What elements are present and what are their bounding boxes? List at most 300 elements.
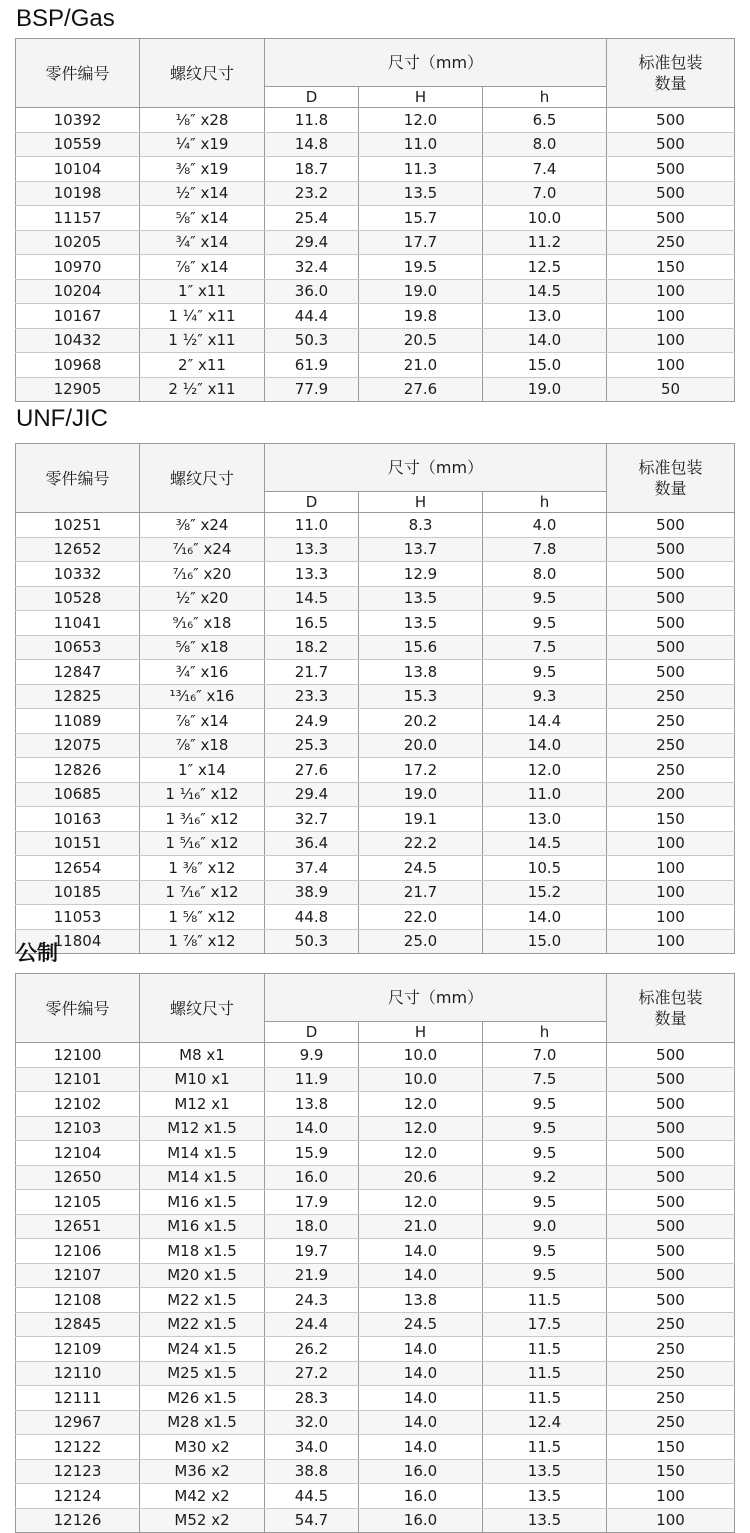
cell-d: 27.6 xyxy=(265,758,359,783)
cell-thread-size: M52 x2 xyxy=(140,1508,265,1533)
cell-thread-size: M12 x1.5 xyxy=(140,1116,265,1141)
cell-thread-size: M22 x1.5 xyxy=(140,1288,265,1313)
cell-h-lower: 7.0 xyxy=(483,1043,607,1068)
cell-thread-size: 2 ½″ x11 xyxy=(140,377,265,402)
cell-thread-size: ⅜″ x19 xyxy=(140,157,265,182)
cell-h-upper: 15.7 xyxy=(359,206,483,231)
cell-h-upper: 13.5 xyxy=(359,181,483,206)
cell-qty: 150 xyxy=(607,1459,735,1484)
cell-thread-size: 1 ³⁄₁₆″ x12 xyxy=(140,807,265,832)
cell-d: 17.9 xyxy=(265,1190,359,1215)
table-row xyxy=(16,733,735,758)
table-row xyxy=(16,635,735,660)
cell-thread-size: 1 ¼″ x11 xyxy=(140,304,265,329)
cell-thread-size: ¾″ x14 xyxy=(140,230,265,255)
cell-qty: 500 xyxy=(607,611,735,636)
header-thread-size: 螺纹尺寸 xyxy=(140,444,265,513)
table-row xyxy=(16,611,735,636)
cell-thread-size: ¼″ x19 xyxy=(140,132,265,157)
cell-qty: 500 xyxy=(607,1288,735,1313)
cell-thread-size: M8 x1 xyxy=(140,1043,265,1068)
cell-part-no: 10392 xyxy=(16,108,140,133)
table-row xyxy=(16,206,735,231)
table-row xyxy=(16,782,735,807)
cell-qty: 250 xyxy=(607,1337,735,1362)
cell-thread-size: M25 x1.5 xyxy=(140,1361,265,1386)
cell-d: 13.8 xyxy=(265,1092,359,1117)
cell-thread-size: ½″ x14 xyxy=(140,181,265,206)
header-thread-size: 螺纹尺寸 xyxy=(140,974,265,1043)
cell-h-lower: 9.5 xyxy=(483,1141,607,1166)
cell-h-upper: 15.6 xyxy=(359,635,483,660)
cell-qty: 500 xyxy=(607,1239,735,1264)
cell-qty: 150 xyxy=(607,255,735,280)
cell-h-upper: 14.0 xyxy=(359,1239,483,1264)
table-row xyxy=(16,1190,735,1215)
cell-h-lower: 12.5 xyxy=(483,255,607,280)
cell-h-upper: 19.5 xyxy=(359,255,483,280)
cell-d: 14.5 xyxy=(265,586,359,611)
cell-h-lower: 15.0 xyxy=(483,929,607,954)
cell-d: 38.8 xyxy=(265,1459,359,1484)
cell-qty: 500 xyxy=(607,157,735,182)
cell-h-upper: 24.5 xyxy=(359,1312,483,1337)
cell-thread-size: ⅞″ x18 xyxy=(140,733,265,758)
table-row xyxy=(16,230,735,255)
cell-h-lower: 9.5 xyxy=(483,1116,607,1141)
cell-h-upper: 13.8 xyxy=(359,1288,483,1313)
cell-d: 24.4 xyxy=(265,1312,359,1337)
cell-thread-size: M28 x1.5 xyxy=(140,1410,265,1435)
table-row xyxy=(16,709,735,734)
cell-h-upper: 16.0 xyxy=(359,1508,483,1533)
cell-part-no: 12652 xyxy=(16,537,140,562)
cell-h-upper: 19.0 xyxy=(359,279,483,304)
cell-h-upper: 22.2 xyxy=(359,831,483,856)
table-row xyxy=(16,1067,735,1092)
table-row xyxy=(16,181,735,206)
cell-h-lower: 7.5 xyxy=(483,635,607,660)
header-dimension: 尺寸（mm） xyxy=(265,974,607,1022)
cell-h-lower: 10.0 xyxy=(483,206,607,231)
header-dimension: 尺寸（mm） xyxy=(265,444,607,492)
cell-d: 21.7 xyxy=(265,660,359,685)
cell-d: 11.0 xyxy=(265,513,359,538)
cell-thread-size: M24 x1.5 xyxy=(140,1337,265,1362)
cell-h-lower: 11.2 xyxy=(483,230,607,255)
cell-h-upper: 14.0 xyxy=(359,1361,483,1386)
cell-h-lower: 7.5 xyxy=(483,1067,607,1092)
cell-qty: 250 xyxy=(607,733,735,758)
cell-part-no: 11804 xyxy=(16,929,140,954)
cell-d: 11.9 xyxy=(265,1067,359,1092)
table-row xyxy=(16,108,735,133)
cell-qty: 500 xyxy=(607,562,735,587)
header-h-lower: h xyxy=(483,492,607,513)
header-std-pack-line1: 标准包装 xyxy=(638,458,703,477)
cell-qty: 500 xyxy=(607,660,735,685)
cell-thread-size: 1″ x14 xyxy=(140,758,265,783)
cell-d: 18.7 xyxy=(265,157,359,182)
cell-h-upper: 8.3 xyxy=(359,513,483,538)
cell-d: 14.8 xyxy=(265,132,359,157)
cell-thread-size: M16 x1.5 xyxy=(140,1214,265,1239)
table-row xyxy=(16,880,735,905)
cell-qty: 50 xyxy=(607,377,735,402)
cell-d: 9.9 xyxy=(265,1043,359,1068)
cell-h-lower: 7.0 xyxy=(483,181,607,206)
cell-h-upper: 13.8 xyxy=(359,660,483,685)
table-row xyxy=(16,684,735,709)
cell-h-upper: 12.0 xyxy=(359,108,483,133)
cell-qty: 150 xyxy=(607,1435,735,1460)
table-row xyxy=(16,1043,735,1068)
cell-h-upper: 19.0 xyxy=(359,782,483,807)
cell-thread-size: 1 ⅞″ x12 xyxy=(140,929,265,954)
cell-thread-size: M22 x1.5 xyxy=(140,1312,265,1337)
cell-thread-size: ⅛″ x28 xyxy=(140,108,265,133)
section-title: BSP/Gas xyxy=(16,5,115,32)
header-std-pack-line1: 标准包装 xyxy=(638,53,703,72)
cell-h-lower: 15.2 xyxy=(483,880,607,905)
header-dimension: 尺寸（mm） xyxy=(265,39,607,87)
table-row xyxy=(16,1435,735,1460)
cell-part-no: 12075 xyxy=(16,733,140,758)
cell-part-no: 12905 xyxy=(16,377,140,402)
header-std-pack-line2: 数量 xyxy=(654,479,687,498)
cell-part-no: 10167 xyxy=(16,304,140,329)
cell-h-upper: 14.0 xyxy=(359,1337,483,1362)
cell-d: 23.2 xyxy=(265,181,359,206)
cell-thread-size: 1 ¹⁄₁₆″ x12 xyxy=(140,782,265,807)
table-row xyxy=(16,132,735,157)
cell-thread-size: M42 x2 xyxy=(140,1484,265,1509)
table-row xyxy=(16,1508,735,1533)
cell-qty: 100 xyxy=(607,1508,735,1533)
cell-h-lower: 13.5 xyxy=(483,1508,607,1533)
cell-h-lower: 14.0 xyxy=(483,328,607,353)
table-body xyxy=(16,108,735,402)
cell-d: 44.4 xyxy=(265,304,359,329)
cell-d: 24.3 xyxy=(265,1288,359,1313)
cell-part-no: 10432 xyxy=(16,328,140,353)
cell-h-lower: 6.5 xyxy=(483,108,607,133)
cell-d: 13.3 xyxy=(265,537,359,562)
table-row xyxy=(16,513,735,538)
cell-h-lower: 8.0 xyxy=(483,562,607,587)
table-row xyxy=(16,856,735,881)
cell-h-lower: 9.3 xyxy=(483,684,607,709)
table-row xyxy=(16,157,735,182)
cell-qty: 500 xyxy=(607,1214,735,1239)
cell-part-no: 12110 xyxy=(16,1361,140,1386)
cell-part-no: 12967 xyxy=(16,1410,140,1435)
cell-thread-size: M30 x2 xyxy=(140,1435,265,1460)
header-h-lower: h xyxy=(483,1022,607,1043)
cell-h-upper: 17.2 xyxy=(359,758,483,783)
cell-part-no: 12107 xyxy=(16,1263,140,1288)
cell-d: 29.4 xyxy=(265,230,359,255)
section-title: 公制 xyxy=(16,941,58,965)
cell-h-lower: 11.5 xyxy=(483,1435,607,1460)
cell-d: 25.4 xyxy=(265,206,359,231)
cell-d: 54.7 xyxy=(265,1508,359,1533)
header-std-pack-line1: 标准包装 xyxy=(638,988,703,1007)
cell-h-lower: 13.5 xyxy=(483,1459,607,1484)
cell-thread-size: M14 x1.5 xyxy=(140,1141,265,1166)
cell-thread-size: M20 x1.5 xyxy=(140,1263,265,1288)
cell-h-lower: 14.0 xyxy=(483,733,607,758)
header-part-no: 零件编号 xyxy=(16,974,140,1043)
cell-thread-size: 1 ⅝″ x12 xyxy=(140,905,265,930)
cell-part-no: 12103 xyxy=(16,1116,140,1141)
table-row xyxy=(16,1410,735,1435)
cell-h-upper: 21.0 xyxy=(359,1214,483,1239)
cell-qty: 100 xyxy=(607,304,735,329)
cell-thread-size: ⅝″ x18 xyxy=(140,635,265,660)
cell-h-upper: 24.5 xyxy=(359,856,483,881)
cell-qty: 250 xyxy=(607,1386,735,1411)
header-std-pack-line2: 数量 xyxy=(654,74,687,93)
table-row xyxy=(16,929,735,954)
table-row xyxy=(16,562,735,587)
cell-h-upper: 11.0 xyxy=(359,132,483,157)
cell-qty: 500 xyxy=(607,1165,735,1190)
cell-h-lower: 14.5 xyxy=(483,279,607,304)
cell-qty: 250 xyxy=(607,230,735,255)
cell-h-lower: 15.0 xyxy=(483,353,607,378)
cell-part-no: 12654 xyxy=(16,856,140,881)
cell-qty: 100 xyxy=(607,831,735,856)
cell-part-no: 10528 xyxy=(16,586,140,611)
cell-h-lower: 7.4 xyxy=(483,157,607,182)
table-row xyxy=(16,586,735,611)
cell-d: 36.4 xyxy=(265,831,359,856)
cell-d: 16.0 xyxy=(265,1165,359,1190)
cell-d: 15.9 xyxy=(265,1141,359,1166)
cell-d: 32.4 xyxy=(265,255,359,280)
table-row xyxy=(16,807,735,832)
cell-d: 44.5 xyxy=(265,1484,359,1509)
cell-thread-size: ⅝″ x14 xyxy=(140,206,265,231)
header-h-lower: h xyxy=(483,87,607,108)
cell-h-lower: 9.5 xyxy=(483,1263,607,1288)
cell-h-upper: 17.7 xyxy=(359,230,483,255)
header-h-upper: H xyxy=(359,87,483,108)
cell-part-no: 12102 xyxy=(16,1092,140,1117)
cell-h-upper: 10.0 xyxy=(359,1067,483,1092)
cell-part-no: 10151 xyxy=(16,831,140,856)
cell-d: 27.2 xyxy=(265,1361,359,1386)
cell-thread-size: 1 ½″ x11 xyxy=(140,328,265,353)
cell-qty: 100 xyxy=(607,856,735,881)
cell-h-upper: 13.5 xyxy=(359,611,483,636)
header-d: D xyxy=(265,1022,359,1043)
table-row xyxy=(16,1214,735,1239)
cell-qty: 100 xyxy=(607,279,735,304)
cell-h-upper: 14.0 xyxy=(359,1435,483,1460)
cell-qty: 500 xyxy=(607,1116,735,1141)
cell-h-lower: 13.0 xyxy=(483,807,607,832)
cell-qty: 500 xyxy=(607,1141,735,1166)
cell-qty: 250 xyxy=(607,684,735,709)
cell-d: 38.9 xyxy=(265,880,359,905)
cell-qty: 100 xyxy=(607,880,735,905)
cell-part-no: 11041 xyxy=(16,611,140,636)
cell-h-lower: 10.5 xyxy=(483,856,607,881)
cell-part-no: 10204 xyxy=(16,279,140,304)
cell-part-no: 10185 xyxy=(16,880,140,905)
cell-thread-size: 1 ⅜″ x12 xyxy=(140,856,265,881)
cell-qty: 500 xyxy=(607,1043,735,1068)
cell-d: 50.3 xyxy=(265,929,359,954)
cell-qty: 100 xyxy=(607,929,735,954)
cell-thread-size: 2″ x11 xyxy=(140,353,265,378)
cell-thread-size: 1 ⁵⁄₁₆″ x12 xyxy=(140,831,265,856)
cell-h-lower: 13.0 xyxy=(483,304,607,329)
cell-thread-size: ½″ x20 xyxy=(140,586,265,611)
cell-d: 26.2 xyxy=(265,1337,359,1362)
cell-part-no: 12106 xyxy=(16,1239,140,1264)
cell-h-lower: 4.0 xyxy=(483,513,607,538)
cell-d: 29.4 xyxy=(265,782,359,807)
table-row xyxy=(16,304,735,329)
cell-d: 44.8 xyxy=(265,905,359,930)
cell-h-lower: 9.2 xyxy=(483,1165,607,1190)
cell-qty: 200 xyxy=(607,782,735,807)
cell-d: 14.0 xyxy=(265,1116,359,1141)
cell-part-no: 10251 xyxy=(16,513,140,538)
cell-thread-size: ⅞″ x14 xyxy=(140,255,265,280)
cell-h-upper: 15.3 xyxy=(359,684,483,709)
table-row xyxy=(16,905,735,930)
cell-qty: 500 xyxy=(607,586,735,611)
cell-thread-size: M14 x1.5 xyxy=(140,1165,265,1190)
cell-h-upper: 14.0 xyxy=(359,1386,483,1411)
header-std-pack xyxy=(607,39,735,108)
cell-h-upper: 25.0 xyxy=(359,929,483,954)
cell-part-no: 12650 xyxy=(16,1165,140,1190)
cell-h-lower: 11.5 xyxy=(483,1288,607,1313)
cell-h-lower: 9.0 xyxy=(483,1214,607,1239)
table-row xyxy=(16,1239,735,1264)
cell-part-no: 10970 xyxy=(16,255,140,280)
table-row xyxy=(16,1484,735,1509)
cell-part-no: 10685 xyxy=(16,782,140,807)
cell-thread-size: ⅜″ x24 xyxy=(140,513,265,538)
cell-d: 21.9 xyxy=(265,1263,359,1288)
cell-thread-size: ¹³⁄₁₆″ x16 xyxy=(140,684,265,709)
cell-thread-size: ⅞″ x14 xyxy=(140,709,265,734)
cell-h-upper: 13.5 xyxy=(359,586,483,611)
cell-h-upper: 19.8 xyxy=(359,304,483,329)
cell-d: 34.0 xyxy=(265,1435,359,1460)
cell-h-lower: 9.5 xyxy=(483,1092,607,1117)
cell-h-upper: 16.0 xyxy=(359,1484,483,1509)
cell-h-upper: 14.0 xyxy=(359,1410,483,1435)
cell-h-lower: 9.5 xyxy=(483,1239,607,1264)
cell-qty: 500 xyxy=(607,206,735,231)
cell-d: 77.9 xyxy=(265,377,359,402)
cell-h-upper: 12.0 xyxy=(359,1116,483,1141)
cell-qty: 100 xyxy=(607,328,735,353)
cell-qty: 250 xyxy=(607,1361,735,1386)
table-row xyxy=(16,1337,735,1362)
cell-part-no: 11053 xyxy=(16,905,140,930)
table-body xyxy=(16,513,735,954)
cell-h-lower: 11.5 xyxy=(483,1337,607,1362)
table-row xyxy=(16,1386,735,1411)
cell-qty: 500 xyxy=(607,181,735,206)
cell-part-no: 12101 xyxy=(16,1067,140,1092)
cell-part-no: 12126 xyxy=(16,1508,140,1533)
cell-qty: 500 xyxy=(607,635,735,660)
cell-d: 24.9 xyxy=(265,709,359,734)
cell-part-no: 10653 xyxy=(16,635,140,660)
cell-part-no: 10198 xyxy=(16,181,140,206)
table-row xyxy=(16,831,735,856)
cell-thread-size: ⁷⁄₁₆″ x24 xyxy=(140,537,265,562)
cell-h-upper: 21.7 xyxy=(359,880,483,905)
cell-h-lower: 17.5 xyxy=(483,1312,607,1337)
cell-qty: 100 xyxy=(607,353,735,378)
section-title: UNF/JIC xyxy=(16,405,108,432)
header-std-pack xyxy=(607,974,735,1043)
cell-h-upper: 20.5 xyxy=(359,328,483,353)
cell-part-no: 10205 xyxy=(16,230,140,255)
table-row xyxy=(16,660,735,685)
cell-thread-size: ⁹⁄₁₆″ x18 xyxy=(140,611,265,636)
cell-d: 25.3 xyxy=(265,733,359,758)
table-row xyxy=(16,758,735,783)
cell-h-upper: 20.0 xyxy=(359,733,483,758)
cell-part-no: 12847 xyxy=(16,660,140,685)
cell-h-upper: 22.0 xyxy=(359,905,483,930)
table-row xyxy=(16,377,735,402)
cell-h-upper: 12.0 xyxy=(359,1092,483,1117)
table-row xyxy=(16,1459,735,1484)
cell-part-no: 12826 xyxy=(16,758,140,783)
cell-d: 50.3 xyxy=(265,328,359,353)
cell-d: 16.5 xyxy=(265,611,359,636)
cell-thread-size: M26 x1.5 xyxy=(140,1386,265,1411)
cell-d: 13.3 xyxy=(265,562,359,587)
table-row xyxy=(16,1361,735,1386)
header-d: D xyxy=(265,492,359,513)
cell-part-no: 12109 xyxy=(16,1337,140,1362)
cell-h-upper: 27.6 xyxy=(359,377,483,402)
cell-thread-size: 1 ⁷⁄₁₆″ x12 xyxy=(140,880,265,905)
cell-qty: 250 xyxy=(607,1312,735,1337)
cell-part-no: 12825 xyxy=(16,684,140,709)
table-row xyxy=(16,1092,735,1117)
cell-d: 32.7 xyxy=(265,807,359,832)
table-body xyxy=(16,1043,735,1533)
cell-h-upper: 11.3 xyxy=(359,157,483,182)
cell-qty: 500 xyxy=(607,132,735,157)
table-row xyxy=(16,1141,735,1166)
cell-h-lower: 11.5 xyxy=(483,1386,607,1411)
cell-thread-size: M10 x1 xyxy=(140,1067,265,1092)
cell-h-upper: 12.0 xyxy=(359,1190,483,1215)
cell-h-upper: 20.2 xyxy=(359,709,483,734)
cell-h-upper: 12.9 xyxy=(359,562,483,587)
cell-part-no: 12104 xyxy=(16,1141,140,1166)
cell-h-lower: 9.5 xyxy=(483,1190,607,1215)
cell-thread-size: M16 x1.5 xyxy=(140,1190,265,1215)
table-row xyxy=(16,537,735,562)
cell-d: 37.4 xyxy=(265,856,359,881)
